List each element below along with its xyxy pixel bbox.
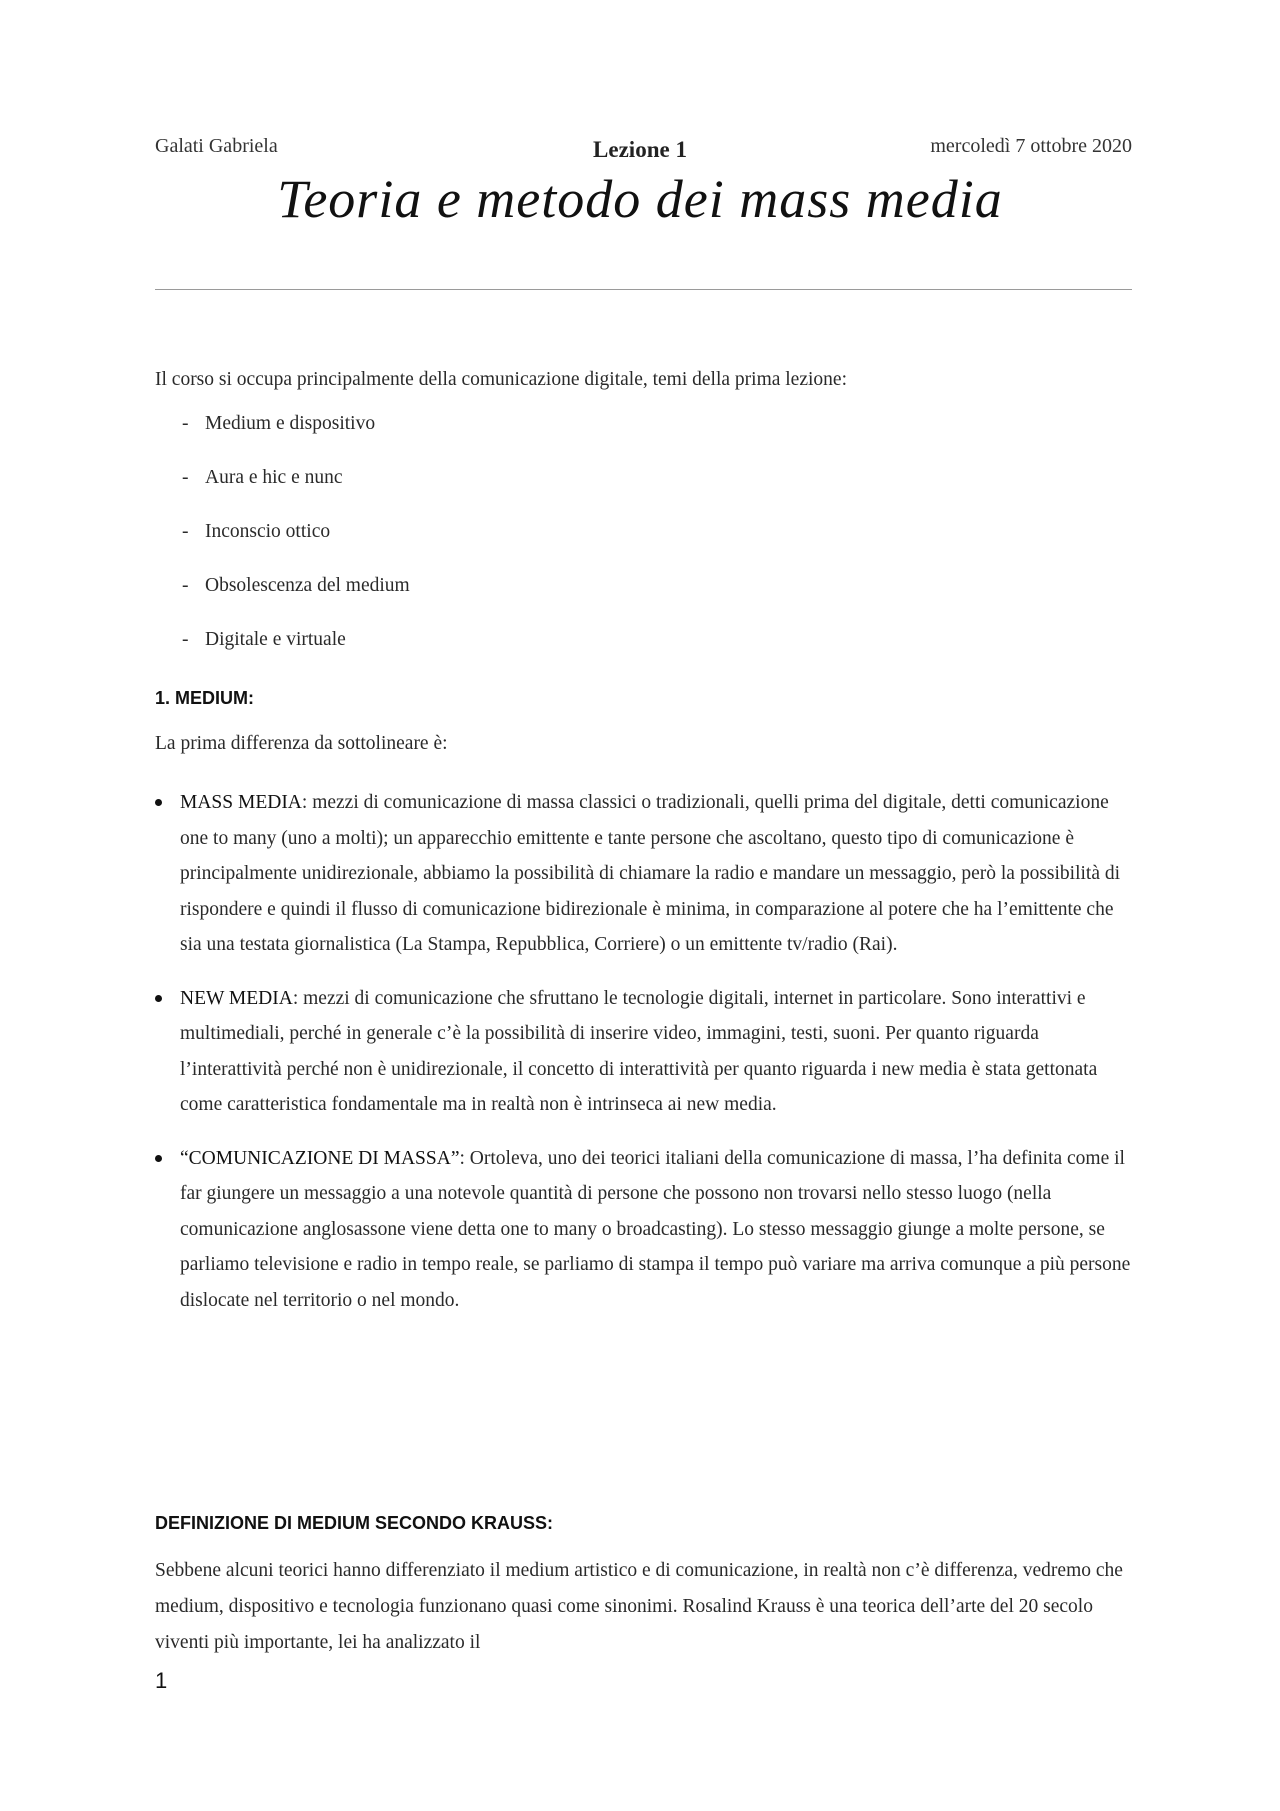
dash-marker: - [182,629,189,650]
dash-marker: - [182,467,189,488]
topic-label: Medium e dispositivo [205,413,376,434]
topics-list [155,406,1135,658]
topic-label: Inconscio ottico [205,521,331,542]
topic-label: Obsolescenza del medium [205,575,410,596]
definitions-list [155,785,1140,1336]
document-title: Teoria e metodo dei mass media [277,169,1003,229]
definition-term: MASS MEDIA [180,792,302,813]
header-author: Galati Gabriela [155,135,278,157]
topic-label: Aura e hic e nunc [205,467,343,488]
list-item [155,514,1135,550]
list-item [155,622,1135,658]
intro-block [155,362,1135,676]
list-item [155,460,1135,496]
definition-text: : mezzi di comunicazione che sfruttano le tecnologie digitali, internet in particolare. Sono interattivi e multimediali, perché in generale c’è la possibilità di inserire video, immagini, testi, suoni. Per quanto riguarda l’interattività perché non è unidirezionale, il concetto di interattività per quanto riguarda i new media è stata gettonata come caratteristica fondamentale ma in realtà non è intrinseca ai new media. [180,987,1098,1115]
section-lead: La prima differenza da sottolineare è: [155,733,448,754]
krauss-paragraph: Sebbene alcuni teorici hanno differenziato il medium artistico e di comunicazione, in realtà non c’è differenza, vedremo che medium, dispositivo e tecnologia funzionano quasi come sinonimi. Rosalind Krauss è una teorica dell’arte del 20 secolo viventi più importante, lei ha analizzato il [155,1560,1123,1653]
definition-text: : Ortoleva, uno dei teorici italiani della comunicazione di massa, l’ha definita come il far giungere un messaggio a una notevole quantità di persone che possono non trovarsi nello stesso luogo (nella comunicazione anglosassone viene detta one to many o broadcasting). Lo stesso messaggio giunge a molte persone, se parliamo televisione e radio in tempo reale, se parliamo di stampa il tempo può variare ma arriva comunque a più persone dislocate nel territorio o nel mondo. [180,1147,1131,1311]
dash-marker: - [182,575,189,596]
bullet-icon [155,799,162,806]
list-item [155,785,1140,963]
list-item [155,568,1135,604]
section-heading-krauss: DEFINIZIONE DI MEDIUM SECONDO KRAUSS: [155,1513,554,1533]
definition-term: “COMUNICAZIONE DI MASSA” [180,1147,460,1169]
list-item [155,406,1135,442]
definition-text: : mezzi di comunicazione di massa classici o tradizionali, quelli prima del digitale, detti comunicazione one to many (uno a molti); un apparecchio emittente e tante persone che ascoltano, questo tipo di comunicazione è principalmente unidirezionale, abbiamo la possibilità di chiamare la radio e mandare un messaggio, però la possibilità di rispondere e quindi il flusso di comunicazione bidirezionale è minima, in comparazione al potere che ha l’emittente che sia una testata giornalistica (La Stampa, Repubblica, Corriere) o un emittente tv/radio (Rai). [180,792,1121,955]
bullet-icon [155,995,162,1002]
header-date: mercoledì 7 ottobre 2020 [930,135,1132,157]
topic-label: Digitale e virtuale [205,629,346,650]
definition-term: NEW MEDIA [180,987,293,1009]
list-item [155,1141,1140,1319]
bullet-icon [155,1155,162,1162]
section-heading-medium: 1. MEDIUM: [155,688,254,708]
header-divider [155,289,1132,290]
list-item [155,981,1140,1123]
intro-paragraph: Il corso si occupa principalmente della comunicazione digitale, temi della prima lezione: [155,369,847,390]
dash-marker: - [182,521,189,542]
dash-marker: - [182,413,189,434]
header-lesson: Lezione 1 [593,137,687,162]
page-number: 1 [155,1668,168,1693]
